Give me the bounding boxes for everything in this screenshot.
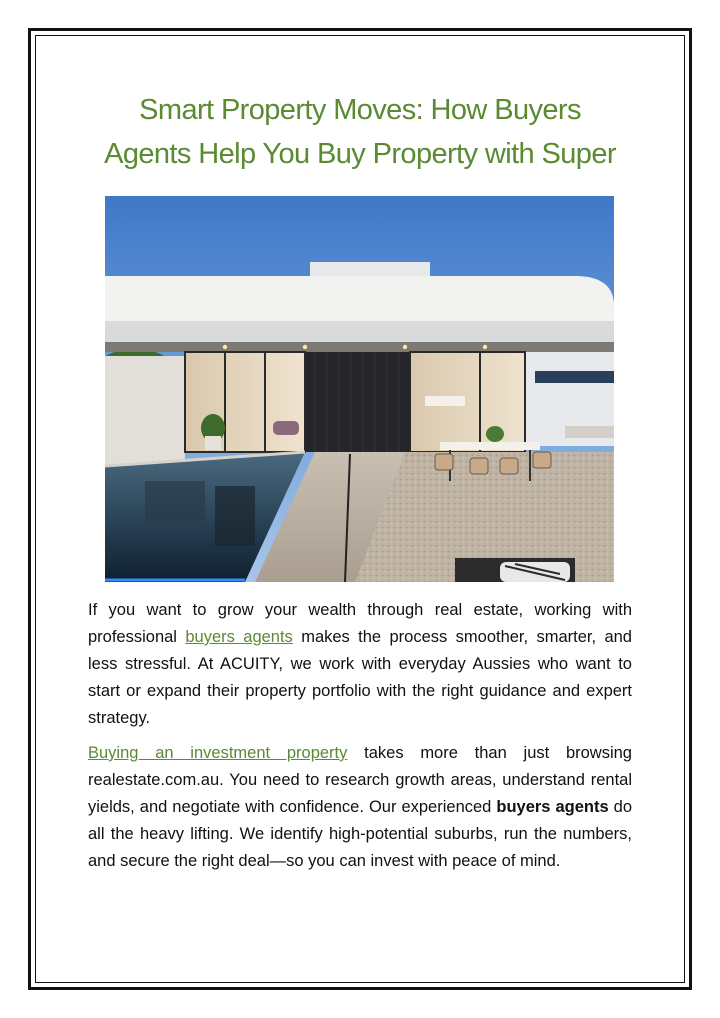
title-line-1: Smart Property Moves: How Buyers: [139, 94, 581, 126]
house-photo: [105, 196, 614, 582]
intro-paragraph: [88, 597, 632, 732]
investment-text-after-link: takes more than just browsing realestate.com.au. You need to research growth areas, understand rental yields, and negotiate with confidence. Our experienced: [88, 744, 632, 816]
investment-text-after-bold: do all the heavy lifting. We identify high-potential suburbs, run the numbers, and secure the right deal—so you can invest with peace of mind.: [88, 798, 633, 870]
investment-paragraph: [88, 740, 632, 875]
intro-text-before-link: If you want to grow your wealth through real estate, working with professional: [88, 601, 632, 646]
page-title: [60, 88, 660, 176]
investment-property-link[interactable]: Buying an investment property: [88, 744, 348, 762]
title-line-2: Agents Help You Buy Property with Super: [104, 138, 616, 170]
hero-image: [105, 196, 614, 582]
buyers-agents-link[interactable]: buyers agents: [185, 628, 293, 646]
intro-text-after-link: makes the process smoother, smarter, and less stressful. At ACUITY, we work with everyday Aussies who want to start or expand their property portfolio with the right guidance and expert strategy.: [88, 628, 632, 727]
buyers-agents-bold: buyers agents: [496, 798, 609, 816]
